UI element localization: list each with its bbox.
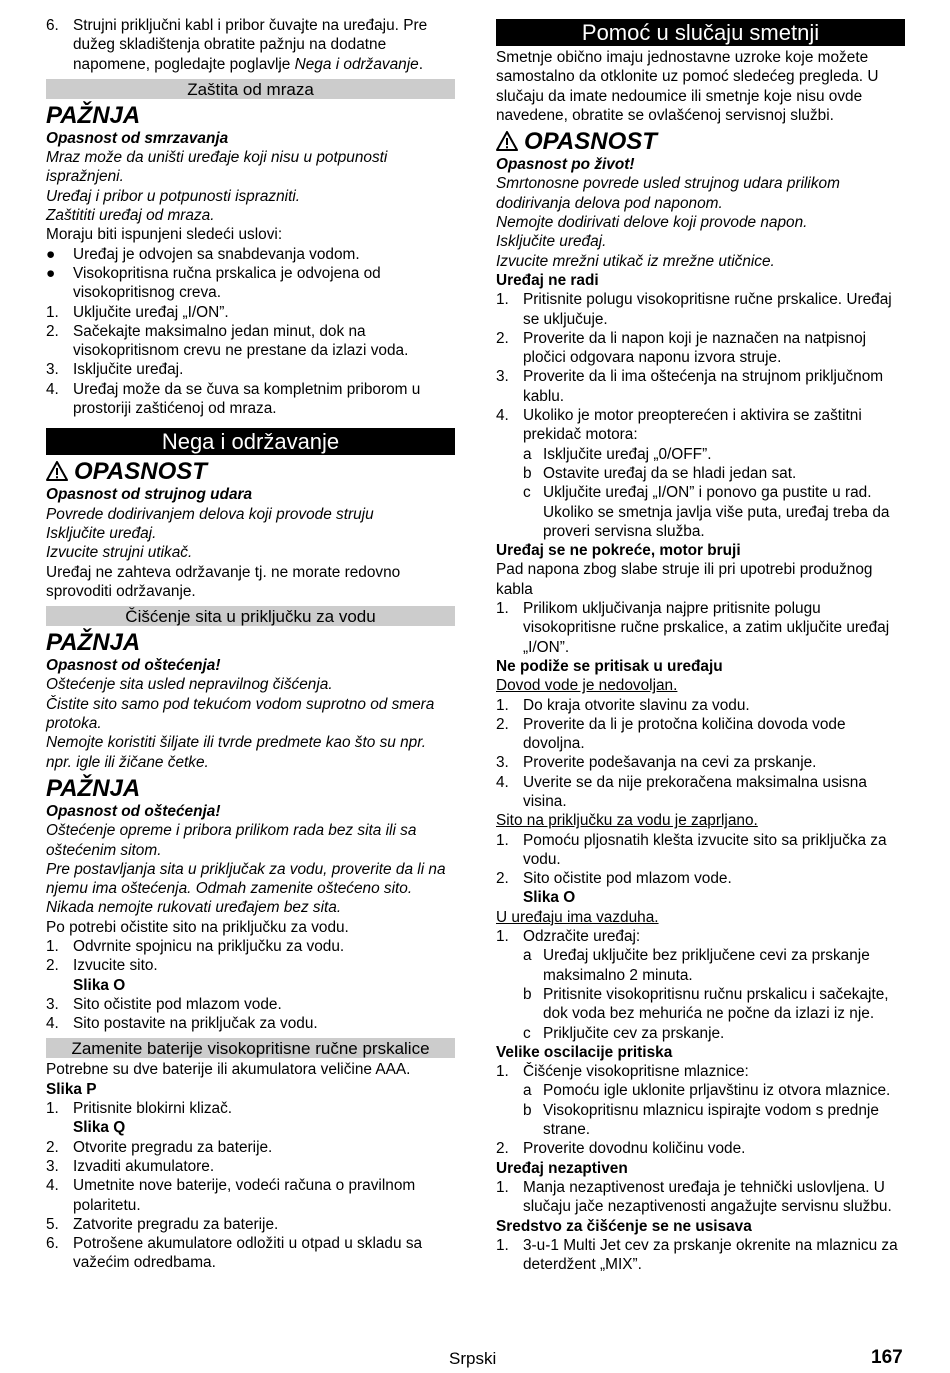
list-item: 3. Izvaditi akumulatore. (46, 1157, 215, 1175)
list-item: 4. Sito postavite na priključak za vodu. (46, 1015, 318, 1033)
list-item: 2. Sačekajte maksimalno jedan minut, dok na visokopritisnom crevu ne prestane da izlazi voda. (46, 322, 409, 360)
fault-title: Velike oscilacije pritiska (496, 1043, 673, 1061)
sub-item: c Priključite cev za prskanje. (523, 1024, 725, 1042)
caution-subtitle: Opasnost od oštećenja! (46, 657, 221, 675)
list-item: 1. Pritisnite polugu visokopritisne ručne prskalice. Uređaj se uključuje. (496, 291, 892, 328)
bullet-icon: ● (46, 245, 56, 263)
list-item: 6. Strujni priključni kabl i pribor čuvajte na uređaju. Pre dužeg skladištenja obratite pažnju na dodatne napomene, pogledajte poglavlje Nega i održavanje. (46, 17, 428, 73)
list-item: 1. Do kraja otvorite slavinu za vodu. (496, 696, 750, 714)
paragraph: Uređaj ne zahteva održavanje tj. ne morate redovno sprovoditi održavanje. (46, 563, 401, 600)
danger-text: Isključite uređaj. (496, 233, 607, 251)
danger-text: Povrede dodirivanjem delova koji provode struju (46, 505, 374, 523)
list-item: 3. Isključite uređaj. (46, 361, 184, 379)
list-item: 1. Uključite uređaj „I/ON”. (46, 303, 229, 321)
caution-text: Oštećenje sita usled nepravilnog čišćenja. (46, 676, 333, 694)
caution-title: PAŽNJA (46, 101, 141, 129)
bullet-icon: ● (46, 264, 56, 282)
caution-text: Mraz može da uništi uređaje koji nisu u potpunosti ispražnjeni. (46, 149, 388, 186)
page-number: 167 (871, 1347, 903, 1368)
list-item: 1. Prilikom uključivanja najpre pritisnite polugu visokopritisne ručne prskalice, a zatim uključite uređaj „I/ON”. (496, 600, 890, 656)
list-item: 1. Odvrnite spojnicu na priključku za vodu. (46, 937, 345, 955)
list-item: 2. Proverite da li je protočna količina dovoda vode dovoljna. (496, 715, 846, 753)
figure-ref: Slika P (46, 1080, 97, 1098)
paragraph: Potrebne su dve baterije ili akumulatora veličine AAA. (46, 1061, 411, 1079)
caution-subtitle: Opasnost od smrzavanja (46, 129, 229, 147)
list-item: 2. Otvorite pregradu za baterije. (46, 1138, 273, 1156)
fault-title: Uređaj ne radi (496, 271, 599, 289)
caution-text: Nemojte koristiti šiljate ili tvrde predmete kao što su npr. npr. igle ili žičane četke. (46, 734, 427, 771)
list-item: 1. Pritisnite blokirni klizač. (46, 1100, 233, 1118)
section-heading-frost: Zaštita od mraza (46, 79, 455, 99)
chapter-heading-troubleshooting: Pomoć u slučaju smetnji (496, 19, 905, 46)
warning-triangle-icon (496, 131, 518, 151)
list-item: 4. Uređaj može da se čuva sa kompletnim priborom u prostoriji zaštićenoj od mraza. (46, 380, 421, 418)
paragraph: Smetnje obično imaju jednostavne uzroke koje možete samostalno da otklonite uz pomoć sledećeg pregleda. U slučaju da imate nedoumice ili smetnje koje nisu ovde navedene, obratite se ovlašćenoj servisnoj službi. (496, 49, 879, 124)
caution-text: Pre postavljanja sita u priključak za vodu, proverite da li na njemu ima oštećenja. Odmah zamenite oštećeno sito. (46, 860, 446, 898)
list-item: 1. Čišćenje visokopritisne mlaznice: (496, 1063, 749, 1081)
cause-label: Sito na priključku za vodu je zaprljano. (496, 812, 758, 830)
sub-item: c Uključite uređaj „I/ON” i ponovo ga pustite u rad. Ukoliko se smetnja javlja više puta, uređaj treba da proveri servisna služba. (523, 484, 890, 540)
caution-title: PAŽNJA (46, 774, 141, 802)
danger-title: OPASNOST (496, 129, 905, 155)
list-item: 3. Proverite da li ima oštećenja na strujnom priključnom kablu. (496, 368, 884, 405)
sub-item: a Pomoću igle uklonite prljavštinu iz otvora mlaznice. (523, 1082, 891, 1100)
list-item: 4. Umetnite nove baterije, vodeći računa o pravilnom polaritetu. (46, 1177, 416, 1214)
list-item: 4. Ukoliko je motor preopterećen i aktivira se zaštitni prekidač motora: (496, 407, 862, 444)
left-column (46, 16, 455, 1273)
list-item: 2. Izvucite sito. (46, 957, 158, 975)
caution-subtitle: Opasnost od oštećenja! (46, 802, 221, 820)
list-item: 1. Pomoću pljosnatih klešta izvucite sito sa priključka za vodu. (496, 831, 887, 868)
danger-text: Isključite uređaj. (46, 524, 157, 542)
figure-ref: Slika Q (73, 1119, 126, 1137)
caution-title: PAŽNJA (46, 629, 141, 657)
footer-language: Srpski (449, 1349, 497, 1368)
list-item: 1. Odzračite uređaj: (496, 928, 641, 946)
danger-text: Smrtonosne povrede usled strujnog udara prilikom dodirivanja delova pod naponom. (496, 175, 840, 212)
caution-text: Uređaj i pribor u potpunosti isprazniti. (46, 187, 301, 205)
list-item: 3. Sito očistite pod mlazom vode. (46, 995, 282, 1013)
cause-label: Dovod vode je nedovoljan. (496, 677, 678, 695)
sub-item: b Visokopritisnu mlaznicu ispirajte vodom s prednje strane. (523, 1101, 879, 1139)
fault-title: Ne podiže se pritisak u uređaju (496, 657, 723, 675)
sub-item: a Isključite uređaj „0/OFF”. (523, 445, 712, 463)
fault-title: Sredstvo za čišćenje se ne usisava (496, 1217, 752, 1235)
bullet-item: ● Visokopritisna ručna prskalica je odvojena od visokopritisnog creva. (46, 264, 381, 302)
paragraph: Po potrebi očistite sito na priključku za vodu. (46, 918, 349, 936)
list-item: 2. Sito očistite pod mlazom vode. (496, 870, 732, 888)
danger-text: Izvucite mrežni utikač iz mrežne utičnice. (496, 252, 775, 270)
caution-text: Čistite sito samo pod tekućom vodom suprotno od smera protoka. (46, 695, 435, 733)
caution-text: Oštećenje opreme i pribora prilikom rada bez sita ili sa oštećenim sitom. (46, 822, 417, 859)
list-item: 1. Manja nezaptivenost uređaja je tehnički uslovljena. U slučaju jače nezaptivenosti angažujte servisnu službu. (496, 1178, 892, 1216)
list-item: 3. Proverite podešavanja na cevi za prskanje. (496, 754, 817, 772)
list-item: 1. 3-u-1 Multi Jet cev za prskanje okrenite na mlaznicu za deterdžent „MIX”. (496, 1236, 898, 1274)
chapter-heading-care: Nega i održavanje (46, 428, 455, 455)
figure-ref: Slika O (523, 889, 576, 907)
paragraph: Pad napona zbog slabe struje ili pri upotrebi produžnog kabla (496, 561, 873, 598)
right-column (496, 16, 905, 1274)
fault-title: Uređaj se ne pokreće, motor bruji (496, 542, 741, 560)
sub-item: b Pritisnite visokopritisnu ručnu prskalicu i sačekajte, dok voda bez mehurića ne počne da izlazi iz nje. (523, 985, 889, 1023)
sub-item: a Uređaj uključite bez priključene cevi za prskanje maksimalno 2 minuta. (523, 947, 870, 984)
section-heading-sieve: Čišćenje sita u priključku za vodu (46, 606, 455, 626)
fault-title: Uređaj nezaptiven (496, 1159, 628, 1177)
list-item: 4. Uverite se da nije prekoračena maksimalna usisna visina. (496, 773, 867, 810)
sub-item: b Ostavite uređaj da se hladi jedan sat. (523, 464, 797, 482)
warning-triangle-icon (46, 461, 68, 481)
danger-text: Izvucite strujni utikač. (46, 544, 193, 562)
list-item: 6. Potrošene akumulatore odložiti u otpad u skladu sa važećim odredbama. (46, 1235, 423, 1272)
caution-text: Zaštititi uređaj od mraza. (46, 207, 215, 225)
bullet-item: ● Uređaj je odvojen sa snabdevanja vodom. (46, 245, 360, 263)
section-heading-battery: Zamenite baterije visokopritisne ručne prskalice (46, 1038, 455, 1058)
danger-subtitle: Opasnost od strujnog udara (46, 486, 253, 504)
list-item: 2. Proverite dovodnu količinu vode. (496, 1140, 746, 1158)
caution-text: Nikada nemojte rukovati uređajem bez sita. (46, 899, 342, 917)
figure-ref: Slika O (73, 976, 126, 994)
danger-text: Nemojte dodirivati delove koji provode napon. (496, 214, 808, 232)
danger-title: OPASNOST (46, 459, 455, 485)
danger-subtitle: Opasnost po život! (496, 156, 635, 174)
cause-label: U uređaju ima vazduha. (496, 908, 659, 926)
paragraph: Moraju biti ispunjeni sledeći uslovi: (46, 226, 283, 244)
list-item: 2. Proverite da li napon koji je naznačen na natpisnoj pločici odgovara naponu izvora struje. (496, 329, 867, 367)
list-item: 5. Zatvorite pregradu za baterije. (46, 1215, 279, 1233)
